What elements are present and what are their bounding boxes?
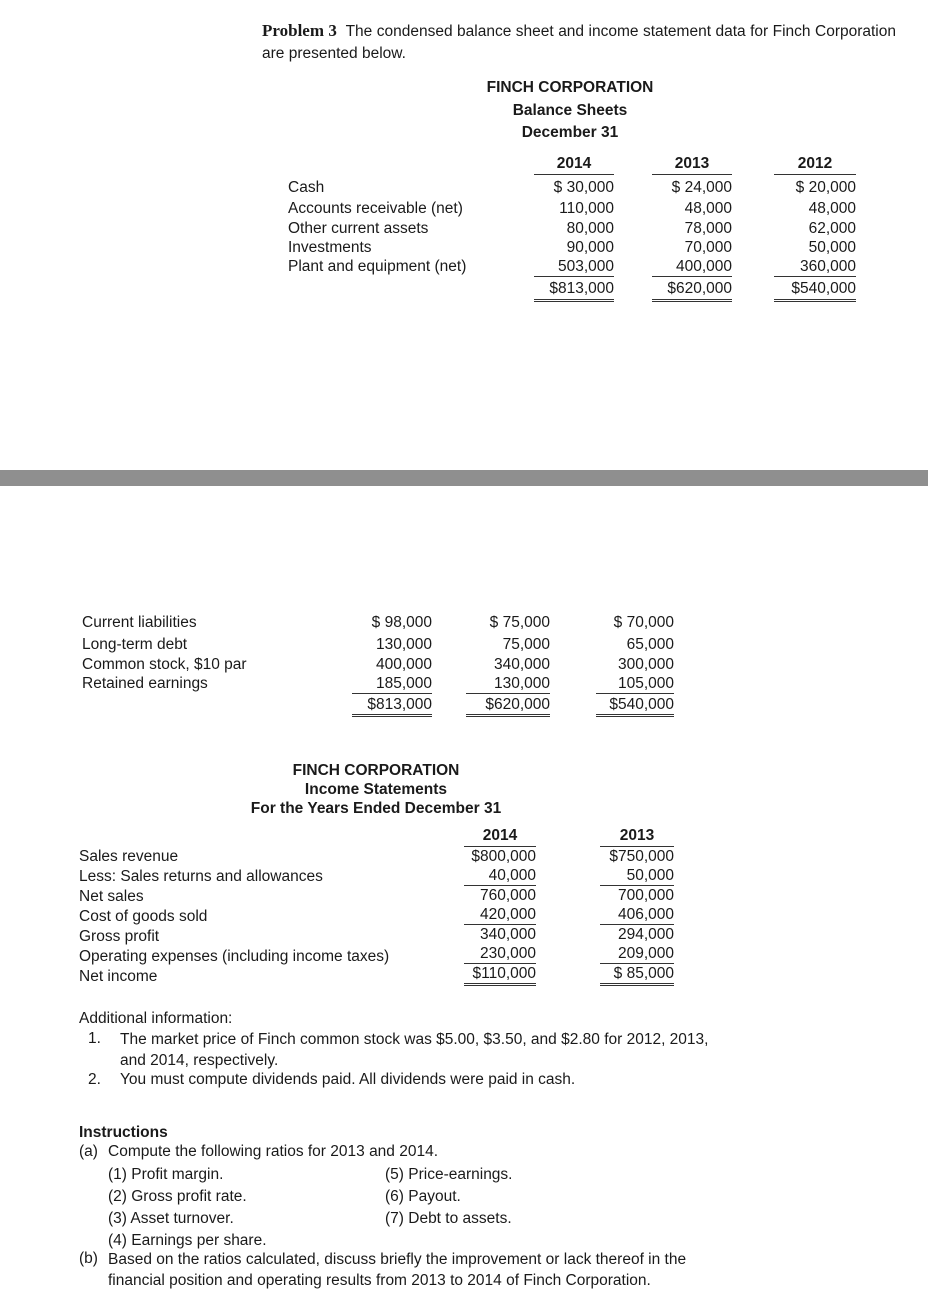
additional-item-1: The market price of Finch common stock was $5.00, $3.50, and $2.80 for 2012, 2013, and 2014, respectively.	[120, 1031, 709, 1069]
instruction-a-label: (a)	[79, 1143, 98, 1160]
ratio-item: (1) Profit margin.	[108, 1166, 224, 1183]
ratio-list-right	[385, 1164, 513, 1230]
asset-label: Investments	[288, 238, 372, 256]
asset-value: 503,000	[534, 257, 614, 277]
asset-value: $ 24,000	[671, 179, 732, 196]
liability-value: $ 98,000	[371, 614, 432, 631]
liability-col-2014	[352, 613, 432, 717]
asset-value: 360,000	[774, 257, 856, 277]
liability-value: 300,000	[617, 655, 674, 673]
problem-text: The condensed balance sheet and income statement data for Finch Corporation are presented below.	[262, 23, 896, 62]
is-year-2013: 2013	[600, 827, 674, 847]
bs-year-2012: 2012	[774, 155, 856, 175]
asset-value: 50,000	[808, 238, 856, 256]
liability-value: 130,000	[375, 636, 432, 654]
page-break-divider	[0, 470, 928, 486]
liability-value: 65,000	[626, 636, 674, 654]
problem-label: Problem 3	[262, 21, 337, 40]
asset-value: 48,000	[684, 200, 732, 218]
asset-value: 400,000	[652, 257, 732, 277]
problem-intro	[262, 20, 896, 65]
bs-title: Balance Sheets	[512, 102, 628, 119]
is-value: $800,000	[471, 848, 536, 865]
additional-num-2: 2.	[88, 1071, 101, 1088]
is-col-2013	[600, 847, 674, 986]
is-period: For the Years Ended December 31	[250, 800, 502, 817]
is-value: 760,000	[479, 887, 536, 904]
asset-labels	[288, 178, 466, 276]
is-row-label: Sales revenue	[79, 848, 179, 865]
ratio-item: (3) Asset turnover.	[108, 1210, 234, 1227]
liability-label: Long-term debt	[82, 636, 188, 654]
ratio-item: (4) Earnings per share.	[108, 1232, 267, 1249]
ratio-item: (5) Price-earnings.	[385, 1166, 513, 1183]
liability-value: 185,000	[352, 674, 432, 694]
liability-label: Current liabilities	[82, 614, 197, 631]
bs-year-2014: 2014	[534, 155, 614, 175]
asset-value: 70,000	[684, 238, 732, 256]
is-value: 230,000	[464, 944, 536, 964]
asset-total: $620,000	[652, 279, 732, 301]
is-col-2014	[464, 847, 536, 986]
additional-num-1: 1.	[88, 1030, 101, 1047]
bs-year-2013: 2013	[652, 155, 732, 175]
is-company: FINCH CORPORATION	[292, 762, 460, 779]
liability-col-2012	[596, 613, 674, 717]
additional-heading: Additional information:	[79, 1010, 233, 1027]
liability-value: 400,000	[375, 655, 432, 673]
bs-date: December 31	[521, 124, 619, 141]
is-value: 50,000	[600, 866, 674, 886]
asset-total: $540,000	[774, 279, 856, 301]
instruction-b-label: (b)	[79, 1250, 98, 1267]
is-value: 700,000	[617, 887, 674, 904]
liability-value: 340,000	[493, 655, 550, 673]
asset-col-2014	[534, 178, 614, 302]
ratio-item: (2) Gross profit rate.	[108, 1188, 247, 1205]
ratio-list-left	[108, 1164, 267, 1252]
liability-labels	[82, 613, 247, 693]
instructions-heading: Instructions	[79, 1124, 168, 1141]
liability-value: 105,000	[596, 674, 674, 694]
asset-value: 78,000	[684, 219, 732, 237]
asset-value: 80,000	[566, 219, 614, 237]
is-row-label: Cost of goods sold	[79, 908, 208, 925]
liability-value: $ 75,000	[489, 614, 550, 631]
liability-value: 130,000	[466, 674, 550, 694]
asset-label: Plant and equipment (net)	[288, 258, 467, 276]
is-value: 420,000	[464, 905, 536, 925]
liability-label: Common stock, $10 par	[82, 655, 247, 673]
asset-col-2012	[774, 178, 856, 302]
ratio-item: (6) Payout.	[385, 1188, 461, 1205]
asset-value: $ 30,000	[553, 179, 614, 196]
is-value: $ 85,000	[600, 964, 674, 986]
is-value: $750,000	[609, 848, 674, 865]
is-labels	[79, 847, 389, 987]
bs-company: FINCH CORPORATION	[486, 79, 654, 96]
is-value: 406,000	[600, 905, 674, 925]
is-value: 294,000	[617, 926, 674, 943]
liability-col-2013	[466, 613, 550, 717]
liability-total: $620,000	[466, 695, 550, 717]
liability-value: $ 70,000	[613, 614, 674, 631]
asset-label: Cash	[288, 179, 325, 196]
asset-value: $ 20,000	[795, 179, 856, 196]
asset-col-2013	[652, 178, 732, 302]
asset-label: Other current assets	[288, 219, 429, 237]
is-year-2014: 2014	[464, 827, 536, 847]
liability-total: $540,000	[596, 695, 674, 717]
is-value: $110,000	[464, 964, 536, 986]
asset-value: 90,000	[566, 238, 614, 256]
is-value: 209,000	[600, 944, 674, 964]
is-value: 40,000	[464, 866, 536, 886]
asset-value: 48,000	[808, 200, 856, 218]
is-value: 340,000	[479, 926, 536, 943]
asset-value: 62,000	[808, 219, 856, 237]
instruction-a-text: Compute the following ratios for 2013 and 2014.	[108, 1143, 439, 1160]
instruction-b-text: Based on the ratios calculated, discuss briefly the improvement or lack thereof in the financial position and operating results from 2013 to 2014 of Finch Corporation.	[108, 1251, 687, 1289]
is-row-label: Net sales	[79, 888, 144, 905]
is-row-label: Net income	[79, 968, 158, 985]
liability-label: Retained earnings	[82, 674, 208, 692]
asset-label: Accounts receivable (net)	[288, 200, 463, 218]
is-row-label: Gross profit	[79, 928, 160, 945]
liability-value: 75,000	[502, 636, 550, 654]
asset-total: $813,000	[534, 279, 614, 301]
asset-value: 110,000	[559, 200, 614, 218]
is-title: Income Statements	[304, 781, 448, 798]
liability-total: $813,000	[352, 695, 432, 717]
additional-item-2: You must compute dividends paid. All dividends were paid in cash.	[120, 1071, 576, 1088]
ratio-item: (7) Debt to assets.	[385, 1210, 512, 1227]
is-row-label: Operating expenses (including income taxes)	[79, 948, 390, 965]
is-row-label: Less: Sales returns and allowances	[79, 868, 323, 885]
